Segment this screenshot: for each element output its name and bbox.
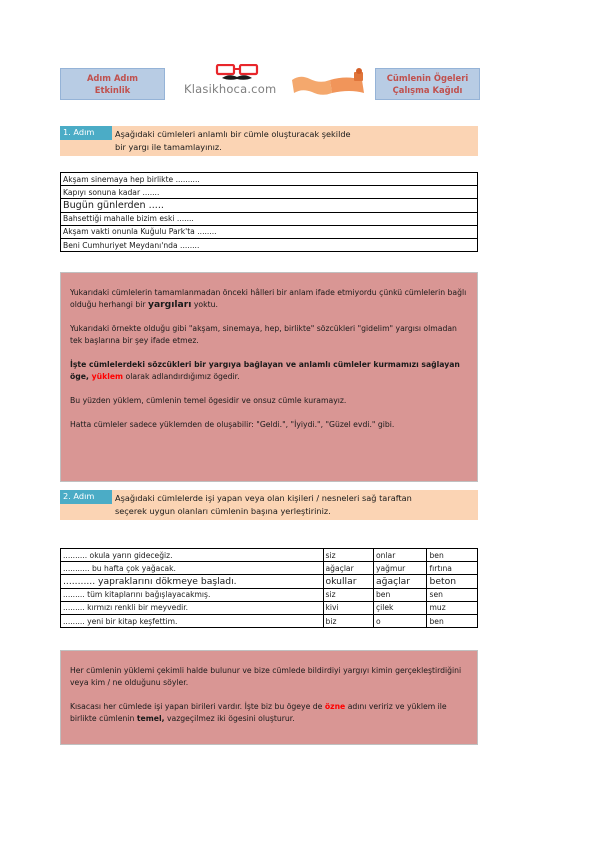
predicate-info-box <box>60 272 478 482</box>
step2-instruction <box>60 490 478 520</box>
sentence-cell: ........... bu hafta çok yağacak. <box>61 562 324 575</box>
subject-info-box <box>60 650 478 745</box>
sentence-cell: .......... okula yarın gideceğiz. <box>61 549 324 562</box>
info-paragraph: Her cümlenin yüklemi çekimli halde bulunur ve bize cümlede bildirdiyi yargıyı kimin gerçekleştirdiğini veya kim / ne olduğunu söyler. <box>70 666 462 687</box>
table-row <box>61 614 478 627</box>
step2-instruction-line2: seçerek uygun olanları cümlenin başına yerleştiriniz. <box>115 506 331 516</box>
table-row <box>61 212 478 225</box>
table-row <box>61 238 478 251</box>
option-cell: sen <box>427 588 478 601</box>
option-cell: beton <box>427 575 478 588</box>
table-row <box>61 549 478 562</box>
highlight-term: özne <box>324 702 346 711</box>
option-cell: onlar <box>373 549 427 562</box>
glasses-mustache-icon <box>215 64 259 82</box>
activity-label <box>60 68 165 100</box>
sentence-cell: Akşam sinemaya hep birlikte .......... <box>61 173 478 186</box>
info-paragraph <box>70 287 468 311</box>
info-bold-text: İşte cümlelerdeki sözcükleri bir yargıya bağlayan ve anlamlı cümleler kurmamızı sağlayan öge, <box>70 360 460 381</box>
table-row <box>61 601 478 614</box>
info-text: adını veririz ve yüklem ile birlikte cümlenin <box>70 702 447 723</box>
info-paragraph <box>70 359 468 383</box>
paper-scroll-icon <box>292 60 370 100</box>
table-row <box>61 173 478 186</box>
option-cell: fırtına <box>427 562 478 575</box>
highlight-term: yüklem <box>91 372 124 381</box>
sentence-cell: Bugün günlerden ..... <box>61 199 478 212</box>
worksheet-label-line2: Çalışma Kağıdı <box>392 85 463 95</box>
option-cell: kivi <box>323 601 373 614</box>
sentence-cell: ......... kırmızı renkli bir meyvedir. <box>61 601 324 614</box>
activity-label-line1: Adım Adım <box>86 72 139 83</box>
step1-tag: 1. Adım <box>60 126 112 140</box>
info-paragraph: Hatta cümleler sadece yüklemden de oluşabilir: "Geldi.", "İyiydi.", "Güzel evdi." gibi. <box>70 420 395 429</box>
table-row <box>61 575 478 588</box>
option-cell: çilek <box>373 601 427 614</box>
sentence-cell: Beni Cumhuriyet Meydanı'nda ........ <box>61 238 478 251</box>
worksheet-label <box>375 68 480 100</box>
worksheet-label-line1: Cümlenin Ögeleri <box>386 72 469 83</box>
info-text: Yukarıdaki cümlelerin tamamlanmadan önceki hâlleri bir anlam ifade etmiyordu çünkü cümlelerin bağlı olduğu herhangi bir <box>70 288 467 309</box>
option-cell: o <box>373 614 427 627</box>
info-paragraph: Yukarıdaki örnekte olduğu gibi "akşam, sinemaya, hep, birlikte" sözcükleri "gidelim" yargısı olmadan tek başlarına bir şey ifade etmez. <box>70 324 457 345</box>
option-cell: ağaçlar <box>373 575 427 588</box>
table-row <box>61 562 478 575</box>
table-row <box>61 225 478 238</box>
info-paragraph <box>70 701 468 725</box>
option-cell: siz <box>323 549 373 562</box>
option-cell: muz <box>427 601 478 614</box>
step2-sentence-table <box>60 548 478 628</box>
info-bold-text: yargıları <box>147 299 192 310</box>
step2-instruction-line1: Aşağıdaki cümlelerde işi yapan veya olan kişileri / nesneleri sağ taraftan <box>115 493 412 503</box>
step2-tag: 2. Adım <box>60 490 112 504</box>
sentence-cell: ......... yeni bir kitap keşfettim. <box>61 614 324 627</box>
sentence-cell: Akşam vakti onunla Kuğulu Park'ta ........ <box>61 225 478 238</box>
option-cell: ben <box>373 588 427 601</box>
sentence-cell: Bahsettiği mahalle bizim eski ....... <box>61 212 478 225</box>
step1-instruction-line2: bir yargı ile tamamlayınız. <box>115 142 222 152</box>
option-cell: ben <box>427 549 478 562</box>
info-text: vazgeçilmez iki ögesini oluşturur. <box>164 714 295 723</box>
info-paragraph: Bu yüzden yüklem, cümlenin temel ögesidir ve onsuz cümle kuramayız. <box>70 396 347 405</box>
table-row <box>61 199 478 212</box>
step1-instruction <box>60 126 478 156</box>
info-bold-text: temel, <box>136 714 165 723</box>
option-cell: yağmur <box>373 562 427 575</box>
step1-sentence-table <box>60 172 478 252</box>
info-text: Kısacası her cümlede işi yapan birileri vardır. İşte biz bu ögeye de <box>70 702 325 711</box>
table-row <box>61 588 478 601</box>
table-row <box>61 186 478 199</box>
step1-instruction-line1: Aşağıdaki cümleleri anlamlı bir cümle oluşturacak şekilde <box>115 129 351 139</box>
activity-label-line2: Etkinlik <box>94 85 131 95</box>
info-text: olarak adlandırdığımız ögedir. <box>123 372 240 381</box>
site-logo <box>180 62 370 102</box>
option-cell: ben <box>427 614 478 627</box>
sentence-cell: ........... yapraklarını dökmeye başladı. <box>61 575 324 588</box>
sentence-cell: Kapıyı sonuna kadar ....... <box>61 186 478 199</box>
info-text: yoktu. <box>191 300 218 309</box>
option-cell: ağaçlar <box>323 562 373 575</box>
option-cell: okullar <box>323 575 373 588</box>
logo-text: Klasikhoca.com <box>184 82 277 96</box>
option-cell: siz <box>323 588 373 601</box>
sentence-cell: ......... tüm kitaplarını bağışlayacakmış. <box>61 588 324 601</box>
option-cell: biz <box>323 614 373 627</box>
